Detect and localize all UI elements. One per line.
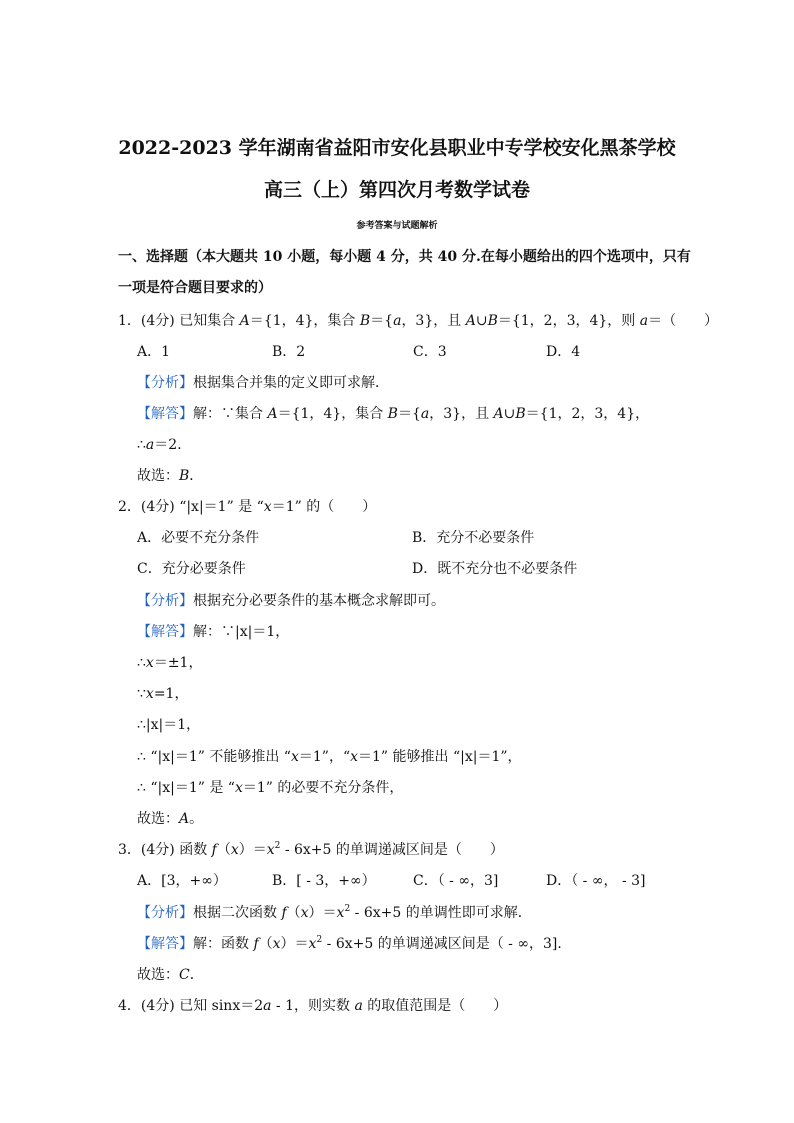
document-title-line1: 2022-2023 学年湖南省益阳市安化县职业中专学校安化黑茶学校	[118, 137, 676, 159]
q2-analysis: 【分析】根据充分必要条件的基本概念求解即可。	[137, 593, 445, 609]
q1-answer: 【解答】解：∵集合 A＝{1，4}，集合 B＝{a，3}，且 A∪B＝{1，2，3，4}，	[137, 406, 650, 422]
q2-stem: 2．(4分) “|x|＝1” 是 “x＝1” 的（ ）	[118, 499, 377, 515]
q3-answer: 【解答】解：函数 $f(x)=x^2 - 6x+5$ 的单调递减区间是（ - ∞，3]．	[137, 935, 572, 952]
q3-option-b: B．[ - 3，+∞）	[272, 873, 376, 889]
document-subtitle: 参考答案与试题解析	[356, 221, 438, 231]
q2-choice: 故选：A。	[137, 811, 204, 827]
q3-option-c: C．（ - ∞，3]	[413, 873, 499, 889]
q2-option-a: A．必要不充分条件	[137, 530, 260, 546]
q2-step-1: ∴x＝±1，	[137, 655, 203, 671]
q1-choice: 故选：B．	[137, 468, 204, 484]
q2-step-5: ∴ “|x|＝1” 是 “x＝1” 的必要不充分条件，	[137, 780, 404, 796]
q3-stem: 3．(4分) 函数 $f(x)=x^2 - 6x+5$ 的单调递减区间是（ ）	[118, 841, 504, 858]
q1-step: ∴a＝2．	[137, 437, 192, 453]
q1-analysis: 【分析】根据集合并集的定义即可求解．	[137, 375, 389, 391]
section-header-line2: 一项是符合题目要求的）	[118, 280, 272, 296]
q3-option-d: D．（ - ∞， - 3]	[546, 873, 646, 889]
analysis-tag: 【分析】	[137, 593, 193, 609]
q1-stem: 1．(4分) 已知集合 A＝{1，4}，集合 B＝{a，3}，且 A∪B＝{1，2，3，4}，则 a＝（ ）	[118, 313, 719, 329]
q4-stem: 4．(4分) 已知 sinx＝2a - 1，则实数 a 的取值范围是（ ）	[118, 998, 508, 1014]
q1-option-b: B．2	[272, 344, 306, 360]
q1-option-d: D．4	[546, 344, 581, 360]
document-title-line2: 高三（上）第四次月考数学试卷	[263, 179, 530, 201]
q1-option-a: A．1	[137, 344, 171, 360]
answer-tag: 【解答】	[137, 936, 193, 952]
q2-option-c: C．充分必要条件	[137, 561, 246, 577]
q2-option-b: B．充分不必要条件	[412, 530, 535, 546]
q2-step-2: ∵x=1，	[137, 686, 189, 702]
answer-tag: 【解答】	[137, 406, 193, 422]
answer-tag: 【解答】	[137, 624, 193, 640]
section-header-line1: 一、选择题（本大题共 10 小题，每小题 4 分，共 40 分.在每小题给出的四个选项中，只有	[118, 249, 691, 265]
q2-option-d: D．既不充分也不必要条件	[412, 561, 578, 577]
analysis-tag: 【分析】	[137, 905, 193, 921]
q2-answer: 【解答】解：∵|x|＝1，	[137, 624, 290, 640]
q3-option-a: A．[3，+∞）	[137, 873, 227, 889]
q3-analysis: 【分析】根据二次函数 $f(x)=x^2 - 6x+5$ 的单调性即可求解．	[137, 904, 532, 921]
q2-step-3: ∴|x|＝1，	[137, 717, 201, 733]
q2-step-4: ∴ “|x|＝1” 不能够推出 “x＝1”，“x＝1” 能够推出 “|x|＝1”，	[137, 749, 522, 765]
q3-choice: 故选：C．	[137, 967, 204, 983]
q1-option-c: C．3	[413, 344, 447, 360]
analysis-tag: 【分析】	[137, 375, 193, 391]
